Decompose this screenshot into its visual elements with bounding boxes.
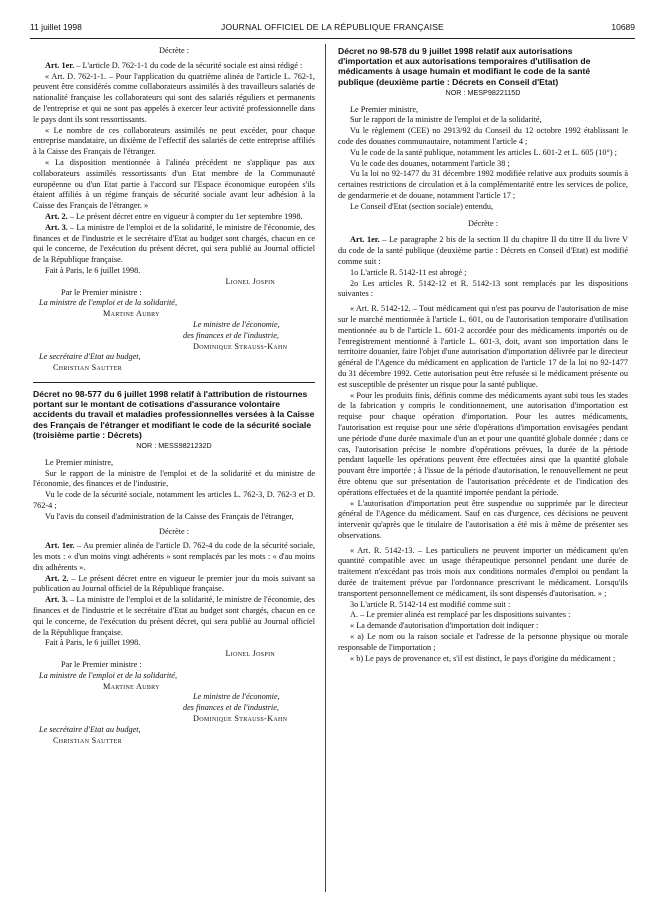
list-item: 1o L'article R. 5142-11 est abrogé ; [350,267,467,277]
article-1 [33,61,315,72]
article-text: – La ministre de l'emploi et de la solidarité, le ministre de l'économie, des finances et de l'industrie et le secrétaire d'Etat au budget sont chargés, chacun en ce qui le concerne, de l'exécution du présent décret, qui sera publié au Journal officiel de la République française. [33,222,315,265]
signatory-name: Lionel Jospin [225,276,275,286]
decrete-label: Décrète : [159,526,189,536]
signatory-intro: Par le Premier ministre : [61,660,142,670]
nor-reference: NOR : MESS9821232D [136,440,212,450]
article-heading: Art. 3. [45,595,68,605]
quoted-paragraph: « La disposition mentionnée à l'alinéa précédent ne s'applique pas aux collaborateurs assimilés ressortissants d'un Etat membre de la Communauté européenne ou d'un Etat partie à l'accord sur l'Espace économique européen s'ils étaient affiliés à un régime français de sécurité sociale avant leur adhésion à la Caisse des Français de l'étranger. » [33,157,315,211]
signatory-name: Christian Sautter [53,363,122,373]
column-divider [325,44,326,892]
nor-reference: NOR : MESP9822115D [445,87,521,97]
quoted-paragraph: « a) Le nom ou la raison sociale et l'adresse de la personne physique ou morale responsable de l'importation ; [338,632,628,652]
quoted-paragraph: « Pour les produits finis, définis comme des médicaments ayant subi tous les stades de la fabrication y compris le conditionnement, une autorisation d'importation est requise pour chaque opération d'importation. Pour les autres médicaments, l'autorisation est requise pour une série d'opérations d'importation envisagées pendant une période d'une durée maximale d'un an et pour une quantité globale donnée ; dans ce cas, l'autorisation précise le nombre d'opérations prévues, la durée de la période pendant laquelle les opérations peuvent être effectuées ainsi que la quantité globale pouvant être importée ; à l'issue de la période d'autorisation, le renouvellement ne peut être obtenu que sur présentation de l'autorisation précédente et de l'indication des opérations effectuées et de la quantité importée pendant la période. [338,390,629,497]
left-column [33,46,315,746]
signature-date: Fait à Paris, le 6 juillet 1998. [45,638,141,648]
article-heading: Art. 3. [45,222,68,232]
article-2 [33,212,315,223]
quoted-paragraph: « Art. R. 5142-13. – Les particuliers ne peuvent importer un médicament qu'en quantité compatible avec un usage thérapeutique personnel pendant une durée de traitement n'excédant pas trois mois aux conditions normales d'emploi ou pendant la durée de traitement prévue par l'ordonnance prescrivant le médicament. Lorsqu'ils transportent personnellement ce médicament, ils sont dispensés d'autorisation. » ; [338,545,628,598]
visa: Vu le code de la santé publique, notamment les articles L. 601-2 et L. 605 (10°) ; [350,147,617,157]
signatory-name: Martine Aubry [103,681,160,691]
signature-date: Fait à Paris, le 6 juillet 1998. [45,265,141,275]
article-text: – Le présent décret entre en vigueur à compter du 1er septembre 1998. [67,211,303,221]
signatory-name: Dominique Strauss-Kahn [193,341,288,351]
decree-title: Décret no 98-577 du 6 juillet 1998 relatif à l'attribution de ristournes portant sur le montant de cotisations d'assurance volontaire accidents du travail et maladies professionnelles versées à la Caisse des Français de l'étranger et modifiant le code de la sécurité sociale (troisième partie : Décrets) [33,388,315,440]
article-heading: Art. 1er. [350,235,380,245]
preamble: Le Premier ministre, [45,457,114,467]
list-item: A. – Le premier alinéa est remplacé par les dispositions suivantes : [350,610,571,620]
signatory-title: Le secrétaire d'Etat au budget, [39,724,141,734]
signatory-title: Le ministre de l'économie, [193,319,280,329]
quoted-paragraph: « b) Le pays de provenance et, s'il est distinct, le pays d'origine du médicament ; [350,653,616,663]
preamble: Sur le rapport de la ministre de l'emploi et de la solidarité et du ministre de l'économie, des finances et de l'industrie, [33,468,315,489]
article-2 [33,574,315,596]
article-1 [338,235,628,267]
signatory-name: Lionel Jospin [225,649,275,659]
signatory-name: Martine Aubry [103,309,160,319]
list-item: 2o Les articles R. 5142-12 et R. 5142-13 sont remplacés par les dispositions suivantes : [338,278,628,299]
header-date: 11 juillet 1998 [30,22,82,32]
signatory-title: des finances et de l'industrie, [183,330,279,340]
visa: Vu le code des douanes, notamment l'article 38 ; [350,158,510,168]
signatory-title: Le ministre de l'économie, [193,692,280,702]
signatory-title: Le secrétaire d'Etat au budget, [39,352,141,362]
visa: Vu le code de la sécurité sociale, notamment les articles L. 762-3, D. 762-3 et D. 762-4 ; [33,490,315,510]
visa: Vu la loi no 92-1477 du 31 décembre 1992 modifiée relative aux produits soumis à certaines restrictions de circulation et à la complémentarité entre les services de police, de gendarmerie et de douane, notamment l'article 17 ; [338,169,628,200]
article-heading: Art. 2. [45,211,68,221]
preamble: Le Conseil d'Etat (section sociale) entendu, [350,201,494,211]
article-3 [33,223,315,266]
list-item: 3o L'article R. 5142-14 est modifié comme suit : [350,599,511,609]
header-rule [30,38,635,39]
right-column [338,46,628,664]
article-heading: Art. 1er. [45,60,75,70]
article-text: – Le paragraphe 2 bis de la section II du chapitre II du titre II du livre V du code de la santé publique (deuxième partie : Décrets en Conseil d'Etat) est modifié comme suit : [338,235,628,266]
signatory-name: Christian Sautter [53,735,122,745]
quoted-paragraph: « Art. D. 762-1-1. – Pour l'application du quatrième alinéa de l'article L. 762-1, peuvent être considérés comme collaborateurs assimilés à des travailleurs salariés de nationalité française les collaborateurs qui sont des salariés réguliers et permanents de l'entreprise et qui ne sont pas appelés à exercer leur activité professionnelle dans le pays dont ils sont ressortissants. [33,71,315,124]
signatory-title: La ministre de l'emploi et de la solidarité, [39,298,178,308]
article-heading: Art. 1er. [45,541,75,551]
quoted-paragraph: « Le nombre de ces collaborateurs assimilés ne peut excéder, pour chaque entreprise mandataire, un dixième de l'effectif des salariés de cette entreprise affiliés à la Caisse des Français de l'étranger. [33,125,315,157]
article-text: – Le présent décret entre en vigueur le premier jour du mois suivant sa publication au Journal officiel de la République française. [33,573,315,594]
header-page-number: 10689 [611,22,635,32]
signatory-title: des finances et de l'industrie, [183,703,279,713]
article-text: – Au premier alinéa de l'article D. 762-4 du code de la sécurité sociale, les mots : « d'un moins vingt adhérents » sont remplacés par les mots : « d'au moins dix adhérents ». [33,541,315,572]
preamble: Le Premier ministre, [350,104,419,114]
article-3 [33,595,315,638]
visa: Vu l'avis du conseil d'administration de la Caisse des Français de l'étranger, [45,511,294,521]
header-journal-title: JOURNAL OFFICIEL DE LA RÉPUBLIQUE FRANÇAISE [221,22,444,32]
quoted-paragraph: « La demande d'autorisation d'importation doit indiquer : [350,621,539,631]
article-heading: Art. 2. [45,573,69,583]
signatory-name: Dominique Strauss-Kahn [193,714,288,724]
quoted-paragraph: « Art. R. 5142-12. – Tout médicament qui n'est pas pourvu de l'autorisation de mise sur le marché mentionnée à l'article L. 601, ou de l'autorisation temporaire d'utilisation mentionnée au b de l'article L. 601-2 accordée pour des médicaments importés ou de l'enregistrement mentionné à l'article L. 601-3, doit, avant son importation dans le territoire douanier, faire l'objet d'une autorisation d'importation délivrée par le directeur général de l'Agence du médicament en application de l'article 17 de la loi no 92-1477 du 31 décembre 1992. Cette autorisation peut être refusée si le médicament présente ou est susceptible de présenter un risque pour la santé publique. [338,304,628,389]
signatory-intro: Par le Premier ministre : [61,287,142,297]
article-text: – L'article D. 762-1-1 du code de la sécurité sociale est ainsi rédigé : [74,60,303,70]
quoted-paragraph: « L'autorisation d'importation peut être suspendue ou supprimée par le directeur général de l'Agence du médicament. Sauf en cas d'urgence, ces décisions ne peuvent intervenir qu'après que le titulaire de l'autorisation a été mis à même de présenter ses observations. [338,498,628,540]
decree-separator [33,382,315,383]
page-header [30,22,635,36]
visa: Vu le règlement (CEE) no 2913/92 du Conseil du 12 octobre 1992 établissant le code des douanes communautaire, notamment l'article 4 ; [338,126,628,146]
article-text: – La ministre de l'emploi et de la solidarité, le ministre de l'économie, des finances et de l'industrie et le secrétaire d'Etat au budget sont chargés, chacun en ce qui le concerne, de l'exécution du présent décret, qui sera publié au Journal officiel de la République française. [33,595,315,637]
article-1 [33,541,315,573]
signatory-title: La ministre de l'emploi et de la solidarité, [39,670,178,680]
decrete-label: Décrète : [159,46,189,55]
decree-title: Décret no 98-578 du 9 juillet 1998 relatif aux autorisations d'importation et aux autorisations temporaires d'utilisation de médicaments à usage humain et modifiant le code de la santé publique (deuxième partie : Décrets en Conseil d'Etat) [338,46,591,87]
decrete-label: Décrète : [468,218,498,228]
preamble: Sur le rapport de la ministre de l'emploi et de la solidarité, [350,115,542,125]
